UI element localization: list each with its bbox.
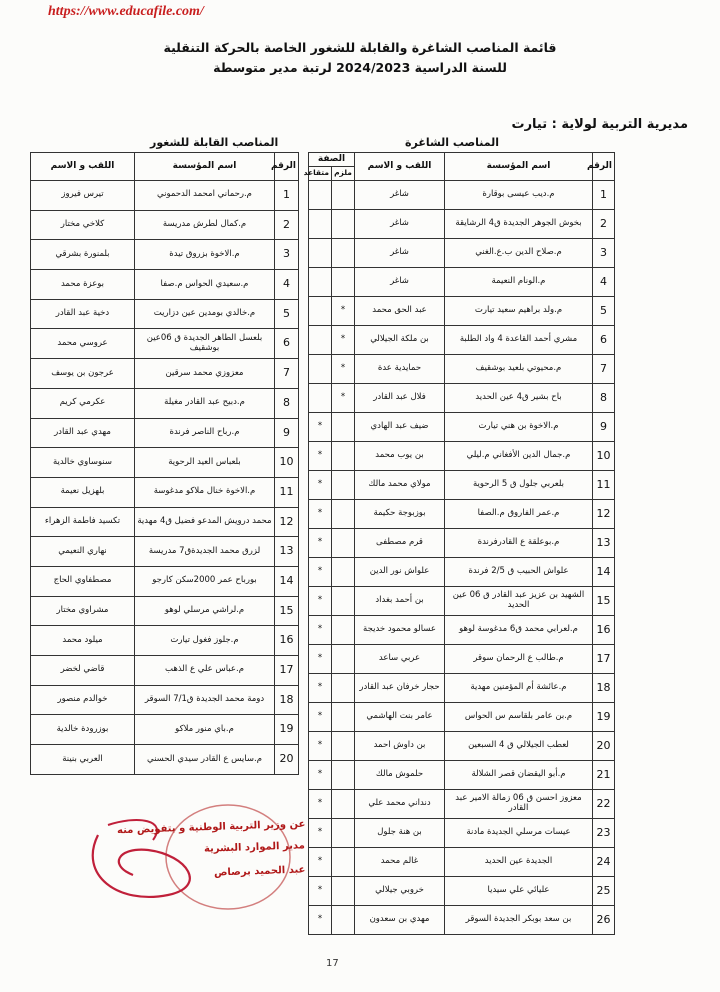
person-name: شاغر: [355, 210, 445, 239]
retired-mark: *: [309, 819, 332, 848]
table-row: [31, 626, 299, 656]
person-name: دخية عبد القادر: [31, 299, 135, 329]
table-row: [309, 471, 615, 500]
institution-name: م.سعيدي الحواس م.صفا: [135, 270, 275, 300]
row-number: 5: [275, 299, 299, 329]
person-name: علواش نور الدين: [355, 558, 445, 587]
obliged-mark: [332, 181, 355, 210]
table-row: [309, 210, 615, 239]
row-number: 14: [275, 566, 299, 596]
table-row: [309, 703, 615, 732]
header-num: الرقم: [275, 153, 299, 181]
document-title-line-1: قائمة المناصب الشاغرة والقابلة للشغور الخاصة بالحركة التنقلية: [163, 40, 557, 55]
obliged-mark: [332, 529, 355, 558]
row-number: 4: [275, 270, 299, 300]
institution-name: م.رحماني امحمد الدحموني: [135, 181, 275, 211]
retired-mark: *: [309, 529, 332, 558]
obliged-mark: [332, 906, 355, 935]
retired-mark: *: [309, 674, 332, 703]
vacant-table-caption: المناصب الشاغرة: [405, 136, 500, 149]
table-row: [309, 384, 615, 413]
person-name: بلمنورة بشرقي: [31, 240, 135, 270]
institution-name: م.سايس ع القادر سيدي الحسني: [135, 745, 275, 775]
header-name: اللقب و الاسم: [31, 153, 135, 181]
institution-name: بورباح عمر 2000سكن كارجو: [135, 566, 275, 596]
table-row: [309, 790, 615, 819]
table-row: [31, 418, 299, 448]
source-url[interactable]: https://www.educafile.com/: [48, 4, 204, 19]
vacant-positions-table: [303, 152, 615, 935]
table-row: [309, 500, 615, 529]
row-number: 7: [593, 355, 615, 384]
table-row: [309, 268, 615, 297]
institution-name: م.عمر الفاروق م.الصفا: [445, 500, 593, 529]
obliged-mark: [332, 413, 355, 442]
stamp-line-1: عن وزير التربية الوطنية و بتفويض منه: [116, 818, 306, 837]
table-row: [309, 413, 615, 442]
obliged-mark: *: [332, 355, 355, 384]
table-row: [309, 355, 615, 384]
retired-mark: [309, 239, 332, 268]
obliged-mark: [332, 471, 355, 500]
table-row: [309, 906, 615, 935]
person-name: خوالدم منصور: [31, 685, 135, 715]
person-name: قاضي لخضر: [31, 656, 135, 686]
row-number: 16: [275, 626, 299, 656]
table-row: [31, 685, 299, 715]
row-number: 14: [593, 558, 615, 587]
retired-mark: *: [309, 877, 332, 906]
institution-name: م.الاخوة خنال ملاكو مدغوسة: [135, 477, 275, 507]
institution-name: م.بن عامر بلقاسم س الحواس: [445, 703, 593, 732]
table-row: [309, 616, 615, 645]
row-number: 19: [275, 715, 299, 745]
institution-name: م.لراشي مرسلي لوهو: [135, 596, 275, 626]
stamp-line-3: عبد الحميد برصاص: [213, 864, 306, 879]
person-name: بوزرودة خالدية: [31, 715, 135, 745]
institution-name: م.أبو اليقضان قصر الشلالة: [445, 761, 593, 790]
row-number: 11: [593, 471, 615, 500]
row-number: 20: [593, 732, 615, 761]
stamp-line-2: مدير الموارد البشرية: [203, 840, 306, 855]
retired-mark: *: [309, 906, 332, 935]
institution-name: الشهيد بن عزيز عبد القادر ق 06 عين الحديد: [445, 587, 593, 616]
header-status: الصفة: [309, 153, 355, 167]
table-row: [31, 596, 299, 626]
obliged-mark: [332, 732, 355, 761]
table-row: [31, 745, 299, 775]
institution-name: بلعباس العيد الرحوية: [135, 448, 275, 478]
institution-name: دومة محمد الجديدة ق7/1 السوقر: [135, 685, 275, 715]
table-row: [31, 181, 299, 211]
table-row: [309, 587, 615, 616]
retired-mark: *: [309, 471, 332, 500]
institution-name: م.لعرابي محمد ق6 مدغوسة لوهو: [445, 616, 593, 645]
table-row: [31, 507, 299, 537]
retired-mark: *: [309, 645, 332, 674]
table-row: [309, 558, 615, 587]
institution-name: علواش الحبيب ق 2/5 فرندة: [445, 558, 593, 587]
table-row: [309, 529, 615, 558]
header-institution: اسم المؤسسة: [135, 153, 275, 181]
row-number: 21: [593, 761, 615, 790]
person-name: عربي ساعد: [355, 645, 445, 674]
row-number: 9: [593, 413, 615, 442]
institution-name: معزوزي محمد سرقين: [135, 359, 275, 389]
obliged-mark: [332, 500, 355, 529]
institution-name: م.باي منور ملاكو: [135, 715, 275, 745]
header-obliged: ملزم: [332, 167, 355, 181]
row-number: 10: [593, 442, 615, 471]
row-number: 22: [593, 790, 615, 819]
person-name: عكرمي كريم: [31, 388, 135, 418]
retired-mark: [309, 297, 332, 326]
obliged-mark: [332, 558, 355, 587]
row-number: 23: [593, 819, 615, 848]
person-name: تكسيد فاطمة الزهراء: [31, 507, 135, 537]
row-number: 17: [593, 645, 615, 674]
obliged-mark: [332, 848, 355, 877]
row-number: 26: [593, 906, 615, 935]
person-name: بن يوب محمد: [355, 442, 445, 471]
person-name: بوعزة محمد: [31, 270, 135, 300]
person-name: ميلود محمد: [31, 626, 135, 656]
institution-name: عليائي علي سيديا: [445, 877, 593, 906]
person-name: شاغر: [355, 239, 445, 268]
institution-name: م.ديب عيسى بوقارة: [445, 181, 593, 210]
row-number: 6: [275, 329, 299, 359]
row-number: 1: [593, 181, 615, 210]
person-name: ضيف عبد الهادي: [355, 413, 445, 442]
row-number: 8: [593, 384, 615, 413]
institution-name: م.جمال الدين الأفغاني م.ليلي: [445, 442, 593, 471]
table-row: [309, 181, 615, 210]
row-number: 16: [593, 616, 615, 645]
table-row: [309, 877, 615, 906]
fillable-positions-table: [30, 152, 299, 775]
table-row: [31, 566, 299, 596]
retired-mark: *: [309, 442, 332, 471]
obliged-mark: [332, 761, 355, 790]
table-row: [31, 448, 299, 478]
person-name: مهدي بن سعدون: [355, 906, 445, 935]
table-row: [309, 442, 615, 471]
person-name: بن داوش احمد: [355, 732, 445, 761]
row-number: 9: [275, 418, 299, 448]
retired-mark: *: [309, 848, 332, 877]
person-name: عسالو محمود خديجة: [355, 616, 445, 645]
institution-name: بخوش الجوهر الجديدة ق4 الرشايقة: [445, 210, 593, 239]
row-number: 11: [275, 477, 299, 507]
institution-name: لعطب الجيلالي ق 4 السبعين: [445, 732, 593, 761]
institution-name: م.دبيح عبد القادر مغيلة: [135, 388, 275, 418]
person-name: نهاري النعيمي: [31, 537, 135, 567]
table-row: [31, 656, 299, 686]
institution-name: بن سعد بوبكر الجديدة السوقر: [445, 906, 593, 935]
person-name: حمايدية عدة: [355, 355, 445, 384]
retired-mark: [309, 326, 332, 355]
retired-mark: *: [309, 558, 332, 587]
table-row: [31, 359, 299, 389]
person-name: شاغر: [355, 181, 445, 210]
person-name: بوزبوجة حكيمة: [355, 500, 445, 529]
retired-mark: [309, 384, 332, 413]
obliged-mark: *: [332, 297, 355, 326]
retired-mark: *: [309, 761, 332, 790]
person-name: قرم مصطفى: [355, 529, 445, 558]
obliged-mark: *: [332, 384, 355, 413]
person-name: عامر بنت الهاشمي: [355, 703, 445, 732]
institution-name: باح بشير ق4 عين الحديد: [445, 384, 593, 413]
institution-name: م.طالب ع الرحمان سوقر: [445, 645, 593, 674]
person-name: مصطفاوي الحاج: [31, 566, 135, 596]
table-row: [31, 210, 299, 240]
institution-name: م.عباس علي ع الذهب: [135, 656, 275, 686]
institution-name: م.الاخوة بن هني تيارت: [445, 413, 593, 442]
retired-mark: *: [309, 413, 332, 442]
obliged-mark: [332, 616, 355, 645]
person-name: فلال عبد القادر: [355, 384, 445, 413]
row-number: 7: [275, 359, 299, 389]
person-name: عرجون بن يوسف: [31, 359, 135, 389]
person-name: دنداني محمد علي: [355, 790, 445, 819]
row-number: 19: [593, 703, 615, 732]
institution-name: عيسات مرسلي الجديدة مادنة: [445, 819, 593, 848]
row-number: 3: [593, 239, 615, 268]
table-row: [309, 326, 615, 355]
table-row: [309, 239, 615, 268]
institution-name: بلعسل الطاهر الجديدة ق 06عين بوشقيف: [135, 329, 275, 359]
obliged-mark: [332, 239, 355, 268]
table-row: [309, 732, 615, 761]
institution-name: م.عائشة أم المؤمنين مهدية: [445, 674, 593, 703]
institution-name: م.كمال لطرش مدريسة: [135, 210, 275, 240]
row-number: 10: [275, 448, 299, 478]
person-name: بن ملكة الجيلالي: [355, 326, 445, 355]
table-row: [31, 329, 299, 359]
document-title-line-2: للسنة الدراسية 2024/2023 لرتبة مدير متوسطة: [213, 60, 507, 75]
row-number: 18: [275, 685, 299, 715]
row-number: 6: [593, 326, 615, 355]
person-name: بلهزيل نعيمة: [31, 477, 135, 507]
institution-name: م.جلوز فغول تيارت: [135, 626, 275, 656]
institution-name: لزرق محمد الجديدةق7 مدريسة: [135, 537, 275, 567]
institution-name: م.بوعلقة ع القادرفرندة: [445, 529, 593, 558]
table-row: [309, 761, 615, 790]
retired-mark: [309, 181, 332, 210]
row-number: 20: [275, 745, 299, 775]
person-name: شاغر: [355, 268, 445, 297]
row-number: 15: [275, 596, 299, 626]
person-name: مهدي عبد القادر: [31, 418, 135, 448]
person-name: مولاي محمد مالك: [355, 471, 445, 500]
row-number: 2: [593, 210, 615, 239]
header-num: الرقم: [593, 153, 615, 181]
obliged-mark: [332, 877, 355, 906]
institution-name: م.خالدي بومدين عين دزاريت: [135, 299, 275, 329]
row-number: 24: [593, 848, 615, 877]
obliged-mark: *: [332, 326, 355, 355]
retired-mark: [309, 210, 332, 239]
fillable-table-caption: المناصب القابلة للشغور: [150, 136, 279, 149]
obliged-mark: [332, 268, 355, 297]
directorate-heading: مديرية التربية لولاية : تيارت: [511, 117, 688, 132]
person-name: حلموش مالك: [355, 761, 445, 790]
institution-name: محمد درويش المدعو فضيل ق4 مهدية: [135, 507, 275, 537]
person-name: سنوساوي خالدية: [31, 448, 135, 478]
retired-mark: *: [309, 616, 332, 645]
person-name: كلاخي مختار: [31, 210, 135, 240]
table-row: [31, 715, 299, 745]
table-row: [31, 299, 299, 329]
official-stamp: [78, 795, 298, 915]
retired-mark: *: [309, 732, 332, 761]
table-row: [309, 674, 615, 703]
person-name: حجار خرفان عبد القادر: [355, 674, 445, 703]
institution-name: م.ولد براهيم سعيد تيارت: [445, 297, 593, 326]
obliged-mark: [332, 674, 355, 703]
row-number: 8: [275, 388, 299, 418]
institution-name: م.رباح الناصر فرندة: [135, 418, 275, 448]
obliged-mark: [332, 819, 355, 848]
institution-name: الجديدة عين الحديد: [445, 848, 593, 877]
row-number: 12: [275, 507, 299, 537]
obliged-mark: [332, 210, 355, 239]
retired-mark: *: [309, 587, 332, 616]
row-number: 25: [593, 877, 615, 906]
row-number: 13: [275, 537, 299, 567]
header-name: اللقب و الاسم: [355, 153, 445, 181]
person-name: بن أحمد بغداد: [355, 587, 445, 616]
table-row: [309, 848, 615, 877]
person-name: عروسي محمد: [31, 329, 135, 359]
table-row: [309, 297, 615, 326]
header-institution: اسم المؤسسة: [445, 153, 593, 181]
person-name: مشراوي مختار: [31, 596, 135, 626]
retired-mark: *: [309, 500, 332, 529]
row-number: 12: [593, 500, 615, 529]
table-row: [31, 477, 299, 507]
person-name: عبد الحق محمد: [355, 297, 445, 326]
institution-name: مشري أحمد القاعدة 4 واد الطلبة: [445, 326, 593, 355]
obliged-mark: [332, 442, 355, 471]
retired-mark: *: [309, 703, 332, 732]
institution-name: م.محيوتي بلعيد بوشقيف: [445, 355, 593, 384]
row-number: 5: [593, 297, 615, 326]
institution-name: بلعربي جلول ق 5 الرحوية: [445, 471, 593, 500]
obliged-mark: [332, 790, 355, 819]
table-row: [31, 240, 299, 270]
institution-name: معزوز احسن ق 06 زمالة الامير عبد القادر: [445, 790, 593, 819]
person-name: خروبي جيلالي: [355, 877, 445, 906]
table-row: [309, 819, 615, 848]
institution-name: م.صلاح الدين ب.ع.الغني: [445, 239, 593, 268]
institution-name: م.الونام النعيمة: [445, 268, 593, 297]
row-number: 15: [593, 587, 615, 616]
table-row: [31, 537, 299, 567]
row-number: 2: [275, 210, 299, 240]
retired-mark: *: [309, 790, 332, 819]
person-name: تيرس فيروز: [31, 181, 135, 211]
header-retired: متقاعد: [309, 167, 332, 181]
table-row: [309, 645, 615, 674]
table-row: [31, 270, 299, 300]
row-number: 1: [275, 181, 299, 211]
retired-mark: [309, 355, 332, 384]
institution-name: م.الاخوة بزروق تيدة: [135, 240, 275, 270]
person-name: العربي بنينة: [31, 745, 135, 775]
obliged-mark: [332, 645, 355, 674]
retired-mark: [309, 268, 332, 297]
person-name: بن هنة جلول: [355, 819, 445, 848]
row-number: 18: [593, 674, 615, 703]
obliged-mark: [332, 703, 355, 732]
page-number: 17: [326, 958, 339, 969]
row-number: 3: [275, 240, 299, 270]
row-number: 17: [275, 656, 299, 686]
obliged-mark: [332, 587, 355, 616]
row-number: 13: [593, 529, 615, 558]
table-row: [31, 388, 299, 418]
person-name: غالم محمد: [355, 848, 445, 877]
row-number: 4: [593, 268, 615, 297]
